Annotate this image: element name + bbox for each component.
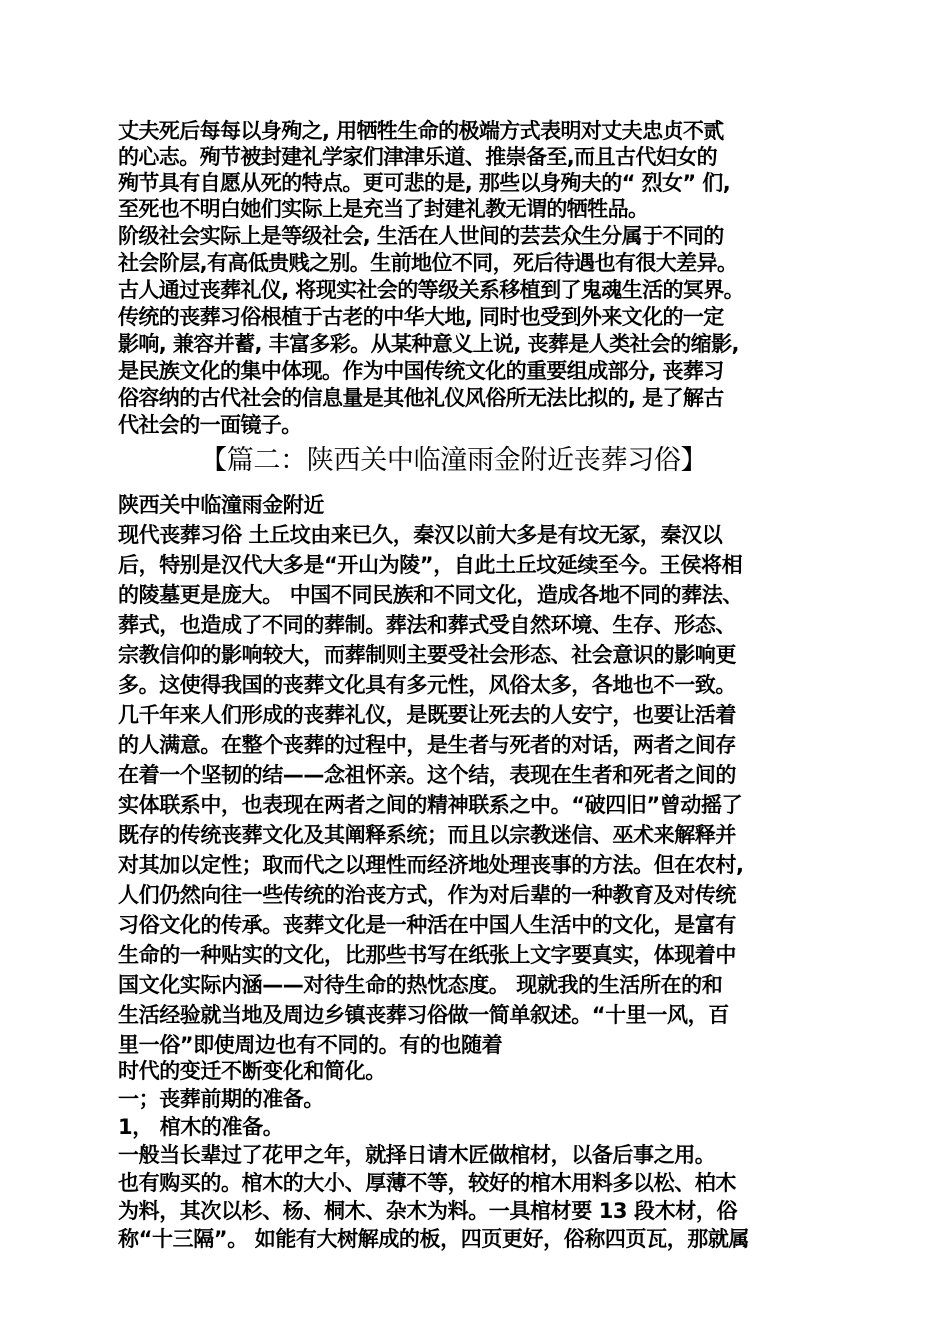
text-line: 几千年来人们形成的丧葬礼仪，是既要让死去的人安宁，也要让活着 xyxy=(118,703,736,727)
text-line: 称“十三隔”。 如能有大树解成的板，四页更好，俗称四页瓦，那就属 xyxy=(118,1227,750,1251)
text-line: 时代的变迁不断变化和简化。 xyxy=(118,1059,386,1083)
text-line: 阶级社会实际上是等级社会, 生活在人世间的芸芸众生分属于不同的 xyxy=(118,224,724,248)
text-line: 代社会的一面镜子。 xyxy=(118,413,302,437)
text-line: 的人满意。在整个丧葬的过程中，是生者与死者的对话，两者之间存 xyxy=(118,733,736,757)
text-line: 生活经验就当地及周边乡镇丧葬习俗做一简单叙述。“十里一风，百 xyxy=(118,1003,729,1027)
text-line: 传统的丧葬习俗根植于古老的中华大地, 同时也受到外来文化的一定 xyxy=(118,305,724,329)
text-line: 葬式，也造成了不同的葬制。葬法和葬式受自然环境、生存、形态、 xyxy=(118,613,736,637)
text-line: 国文化实际内涵——对待生命的热忱态度。 现就我的生活所在的和 xyxy=(118,973,723,997)
text-line: 一般当长辈过了花甲之年，就择日请木匠做棺材，以备后事之用。 xyxy=(118,1143,716,1167)
text-line: 生命的一种贴实的文化，比那些书写在纸张上文字要真实，体现着中 xyxy=(118,943,736,967)
list-heading: 一；丧葬前期的准备。 xyxy=(118,1087,324,1111)
text-line: 习俗文化的传承。丧葬文化是一种活在中国人生活中的文化，是富有 xyxy=(118,913,736,937)
text-line: 丈夫死后每每以身殉之, 用牺牲生命的极端方式表明对丈夫忠贞不贰 xyxy=(118,119,724,143)
text-line: 社会阶层,有高低贵贱之别。生前地位不同，死后待遇也有很大差异。 xyxy=(118,251,738,275)
text-line: 殉节具有自愿从死的特点。更可悲的是, 那些以身殉夫的“ 烈女” 们, xyxy=(118,171,731,195)
text-line: 的心志。殉节被封建礼学家们津津乐道、推崇备至,而且古代妇女的 xyxy=(118,145,717,169)
text-line: 也有购买的。棺木的大小、厚薄不等，较好的棺木用料多以松、柏木 xyxy=(118,1171,736,1195)
text-line: 宗教信仰的影响较大，而葬制则主要受社会形态、社会意识的影响更 xyxy=(118,643,736,667)
text-line: 里一俗”即使周边也有不同的。有的也随着 xyxy=(118,1033,503,1057)
text-line: 是民族文化的集中体现。作为中国传统文化的重要组成部分, 丧葬习 xyxy=(118,359,724,383)
text-line: 为料，其次以杉、杨、桐木、杂木为料。一具棺材要 13 段木材，俗 xyxy=(118,1199,738,1223)
text-line: 实体联系中，也表现在两者之间的精神联系之中。“破四旧”曾动摇了 xyxy=(118,793,743,817)
text-line: 的陵墓更是庞大。 中国不同民族和不同文化，造成各地不同的葬法、 xyxy=(118,583,743,607)
text-line: 在着一个坚韧的结——念祖怀亲。这个结，表现在生者和死者之间的 xyxy=(118,763,736,787)
text-line: 对其加以定性；取而代之以理性而经济地处理丧事的方法。但在农村, xyxy=(118,853,744,877)
subheading: 陕西关中临潼雨金附近 xyxy=(118,493,324,517)
text-line: 古人通过丧葬礼仪, 将现实社会的等级关系移植到了鬼魂生活的冥界。 xyxy=(118,278,745,302)
text-line: 既存的传统丧葬文化及其阐释系统；而且以宗教迷信、巫术来解释并 xyxy=(118,823,736,847)
list-subheading: 1， 棺木的准备。 xyxy=(118,1115,284,1139)
text-line: 人们仍然向往一些传统的治丧方式，作为对后辈的一种教育及对传统 xyxy=(118,883,736,907)
text-line: 后，特别是汉代大多是“开山为陵”，自此土丘坟延续至今。王侯将相 xyxy=(118,553,743,577)
text-line: 影响, 兼容并蓄, 丰富多彩。从某种意义上说, 丧葬是人类社会的缩影, xyxy=(118,332,739,356)
text-line: 俗容纳的古代社会的信息量是其他礼仪风俗所无法比拟的, 是了解古 xyxy=(118,386,724,410)
text-line: 现代丧葬习俗 土丘坟由来已久，秦汉以前大多是有坟无冢，秦汉以 xyxy=(118,523,723,547)
text-line: 多。这使得我国的丧葬文化具有多元性，风俗太多，各地也不一致。 xyxy=(118,673,736,697)
text-line: 至死也不明白她们实际上是充当了封建礼教无谓的牺牲品。 xyxy=(118,197,649,221)
section-heading: 【篇二：陕西关中临潼雨金附近丧葬习俗】 xyxy=(200,445,708,476)
